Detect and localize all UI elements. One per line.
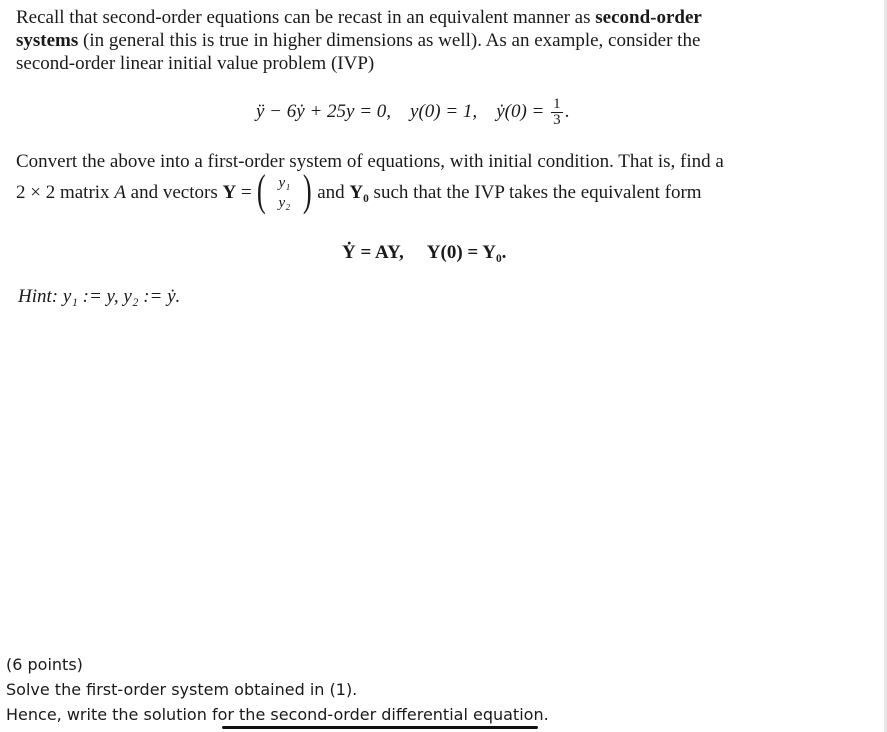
task-line-1: Solve the first-order system obtained in (1).	[6, 680, 358, 699]
ivp-ic2: ẏ(0) =	[496, 100, 545, 122]
intro-paragraph	[16, 6, 874, 75]
ivp-end: .	[564, 100, 570, 122]
ivp-ic1: y(0) = 1,	[410, 100, 478, 122]
convert-text-c: and	[317, 182, 345, 203]
hint-text: y₁ := y, y₂ := ẏ.	[62, 286, 181, 307]
hint-label: Hint:	[18, 286, 59, 307]
intro-text-2: (in general this is true in higher dimensions as well). As an example, consider the	[83, 30, 701, 51]
vector-entry-y1: y₁	[278, 174, 291, 191]
task-points: (6 points)	[6, 655, 83, 674]
matrix-A: A	[114, 182, 126, 203]
vector-Y: Y	[222, 182, 237, 203]
system-equation	[342, 242, 506, 264]
ivp-fraction-denominator: 3	[553, 112, 561, 128]
vector-Y0: Y₀	[349, 182, 369, 203]
ivp-fraction-numerator: 1	[553, 96, 561, 112]
ivp-lhs: ÿ − 6ẏ + 25y = 0,	[256, 100, 392, 122]
equals-sign: =	[240, 182, 252, 203]
task-line-2-start: Hence, write the solution	[6, 705, 212, 724]
task-line-2-underlined: for the second-order differential equation	[211, 705, 544, 724]
task-line-2-end: .	[543, 705, 549, 724]
convert-line-2	[16, 165, 874, 215]
intro-text-3: second-order linear initial value problem (IVP)	[16, 53, 375, 74]
vector-entries	[270, 173, 298, 213]
intro-bold-1: second-order	[595, 7, 702, 28]
system-eq-part1: Ẏ = AY,	[342, 242, 404, 263]
intro-text-1: Recall that second-order equations can be recast in an equivalent manner as	[16, 7, 591, 28]
convert-text-b: and vectors	[130, 182, 218, 203]
left-paren: (	[257, 165, 267, 215]
convert-line-1: Convert the above into a first-order system of equations, with initial condition. That is, find a	[16, 151, 724, 172]
column-vector	[256, 165, 312, 216]
handwritten-underline	[222, 726, 538, 729]
system-eq-part2: Y(0) = Y₀.	[426, 242, 507, 263]
intro-bold-2: systems	[16, 30, 79, 51]
right-paren: )	[302, 165, 312, 215]
task-line-2	[6, 702, 549, 727]
convert-paragraph	[16, 150, 874, 215]
ivp-equation	[256, 97, 569, 128]
convert-text-d: such that the IVP takes the equivalent form	[373, 182, 702, 203]
hint	[18, 286, 180, 308]
convert-text-a: 2 × 2 matrix	[16, 182, 110, 203]
ivp-fraction	[551, 97, 563, 128]
vector-entry-y2: y₂	[278, 194, 291, 211]
